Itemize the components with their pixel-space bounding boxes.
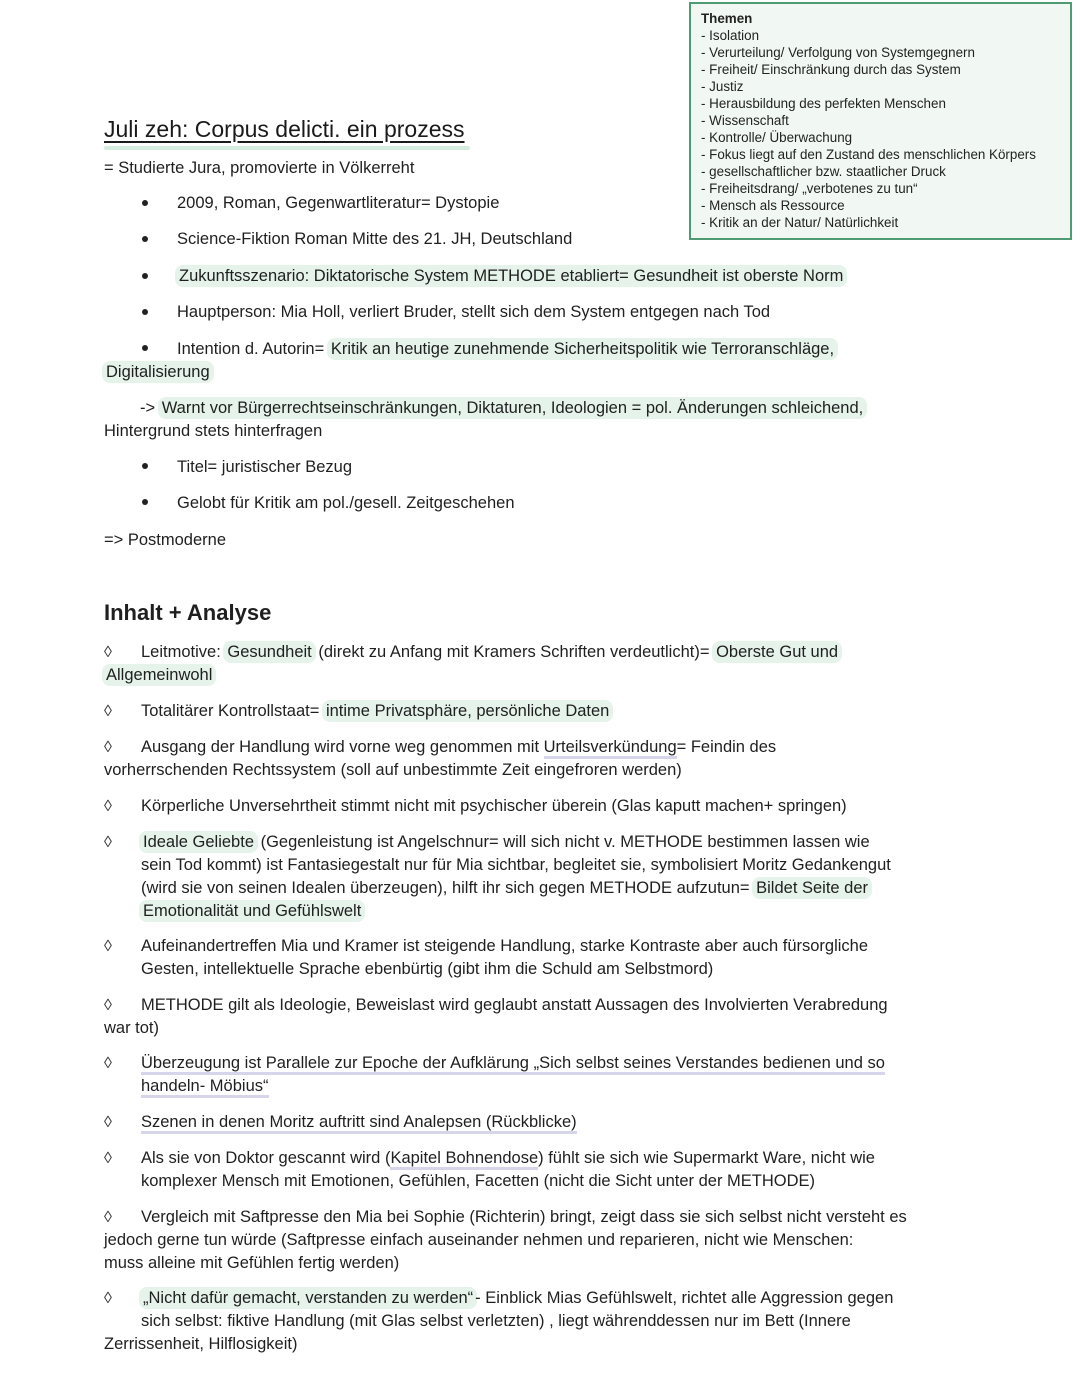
themes-item: - Herausbildung des perfekten Menschen <box>701 96 946 111</box>
text-line <box>141 900 363 923</box>
diamond-icon: ◊ <box>104 739 112 756</box>
themes-box <box>689 2 1072 240</box>
themes-item: - Mensch als Ressource <box>701 198 845 213</box>
bullet-dot <box>142 463 148 469</box>
highlighted-text: Warnt vor Bürgerrechtseinschränkungen, Diktaturen, Ideologien = pol. Änderungen schleichend, <box>161 399 864 417</box>
warning-line <box>140 397 865 420</box>
bullet-dot <box>142 200 148 206</box>
bullet-item <box>177 338 836 361</box>
bullet-dot <box>142 345 148 351</box>
highlighted-text: Kritik an heutige zunehmende Sicherheitspolitik wie Terroranschläge, <box>330 340 835 358</box>
themes-item: - Wissenschaft <box>701 113 789 128</box>
diamond-icon: ◊ <box>104 798 112 815</box>
themes-item: - Kritik an der Natur/ Natürlichkeit <box>701 215 899 230</box>
bullet-item <box>177 265 845 288</box>
bullet-item: Science-Fiktion Roman Mitte des 21. JH, Deutschland <box>177 230 573 248</box>
diamond-icon: ◊ <box>104 703 112 720</box>
text-segment: (direkt zu Anfang mit Kramers Schriften verdeutlicht)= <box>313 643 715 661</box>
highlighted-text: intime Privatsphäre, persönliche Daten <box>325 702 610 720</box>
diamond-icon: ◊ <box>104 1055 112 1072</box>
bullet-item: Titel= juristischer Bezug <box>177 458 352 476</box>
highlighted-text: „Nicht dafür gemacht, verstanden zu werden“ <box>143 1289 474 1307</box>
highlighted-text: Zukunftsszenario: Diktatorische System METHODE etabliert= Gesundheit ist oberste Norm <box>179 267 844 285</box>
diamond-icon: ◊ <box>104 644 112 661</box>
analysis-item <box>141 1111 577 1134</box>
analysis-item: METHODE gilt als Ideologie, Beweislast wird geglaubt anstatt Aussagen des Involvierten Verabredung <box>141 996 888 1014</box>
themes-item: - Kontrolle/ Überwachung <box>701 130 853 145</box>
bullet-dot <box>142 236 148 242</box>
text-line: muss alleine mit Gefühlen fertig werden) <box>104 1254 400 1272</box>
text-line: sich selbst: fiktive Handlung (mit Glas selbst verletzten) , liegt währenddessen nur im Bett (Innere <box>141 1312 851 1330</box>
themes-title: Themen <box>701 11 753 26</box>
text-line <box>141 877 870 900</box>
diamond-icon: ◊ <box>104 938 112 955</box>
themes-item: - Justiz <box>701 79 744 94</box>
analysis-item <box>141 1287 893 1310</box>
highlighted-text: Bildet Seite der <box>756 879 869 897</box>
themes-item: - Isolation <box>701 28 760 43</box>
highlighted-text: Allgemeinwohl <box>106 666 213 684</box>
themes-item: - Verurteilung/ Verfolgung von Systemgegnern <box>701 45 975 60</box>
conclusion: => Postmoderne <box>104 531 226 549</box>
diamond-icon: ◊ <box>104 1290 112 1307</box>
text-segment: Ausgang der Handlung wird vorne weg genommen mit <box>141 738 544 756</box>
text-segment: Als sie von Doktor gescannt wird ( <box>141 1149 391 1167</box>
themes-item: - gesellschaftlicher bzw. staatlicher Druck <box>701 164 946 179</box>
bullet-dot <box>142 273 148 279</box>
diamond-icon: ◊ <box>104 1150 112 1167</box>
highlighted-text: Ideale Geliebte <box>143 833 254 851</box>
underlined-text: Überzeugung ist Parallele zur Epoche der Aufklärung „Sich selbst seines Verstandes bedienen und so <box>141 1054 885 1075</box>
themes-item: - Fokus liegt auf den Zustand des menschlichen Körpers <box>701 147 1036 162</box>
analysis-item <box>141 1147 875 1170</box>
diamond-icon: ◊ <box>104 834 112 851</box>
diamond-icon: ◊ <box>104 1114 112 1131</box>
text-line: komplexer Mensch mit Emotionen, Gefühlen, Facetten (nicht die Sicht unter der METHODE) <box>141 1172 816 1190</box>
highlighted-text: Emotionalität und Gefühlswelt <box>143 902 362 920</box>
analysis-item <box>141 700 611 723</box>
text-line: vorherrschenden Rechtssystem (soll auf unbestimmte Zeit eingefroren werden) <box>104 761 682 779</box>
analysis-item <box>141 736 776 759</box>
themes-item: - Freiheitsdrang/ „verbotenes zu tun“ <box>701 181 918 196</box>
underlined-text: handeln- Möbius“ <box>141 1077 269 1098</box>
analysis-item: Vergleich mit Saftpresse den Mia bei Sophie (Richterin) bringt, zeigt dass sie sich selbst nicht versteht es <box>141 1208 907 1226</box>
analysis-item <box>141 831 870 854</box>
diamond-icon: ◊ <box>104 1209 112 1226</box>
text-line <box>104 664 214 687</box>
text-line: sein Tod kommt) ist Fantasiegestalt nur für Mia sichtbar, begleitet sie, symbolisiert Moritz Gedankengut <box>141 856 891 874</box>
text-line <box>141 1075 269 1098</box>
text-line: war tot) <box>104 1019 160 1037</box>
analysis-item <box>141 641 840 664</box>
analysis-item: Körperliche Unversehrtheit stimmt nicht mit psychischer überein (Glas kaputt machen+ springen) <box>141 797 847 815</box>
text-segment: Totalitärer Kontrollstaat= <box>141 702 324 720</box>
text-segment: -> <box>140 399 160 417</box>
highlighted-text: Oberste Gut und <box>716 643 839 661</box>
title-highlight <box>104 146 470 150</box>
bullet-dot <box>142 309 148 315</box>
page-title: Juli zeh: Corpus delicti. ein prozess <box>104 116 465 142</box>
text-line: Zerrissenheit, Hilflosigkeit) <box>104 1335 298 1353</box>
text-segment: (Gegenleistung ist Angelschnur= will sich nicht v. METHODE bestimmen lassen wie <box>256 833 870 851</box>
bullet-dot <box>142 499 148 505</box>
text-segment: = Feindin des <box>676 738 777 756</box>
author-bio: = Studierte Jura, promovierte in Völkerreht <box>104 159 415 177</box>
bullet-item: Gelobt für Kritik am pol./gesell. Zeitgeschehen <box>177 494 515 512</box>
underlined-text: Urteilsverkündung <box>544 738 677 759</box>
highlighted-text: Digitalisierung <box>106 363 210 381</box>
underlined-text: Szenen in denen Moritz auftritt sind Analepsen (Rückblicke) <box>141 1113 577 1134</box>
highlighted-text: Gesundheit <box>227 643 312 661</box>
text-segment: Leitmotive: <box>141 643 226 661</box>
text-line: Hintergrund stets hinterfragen <box>104 422 323 440</box>
diamond-icon: ◊ <box>104 997 112 1014</box>
text-line: Gesten, intellektuelle Sprache ebenbürtig (gibt ihm die Schuld am Selbstmord) <box>141 960 714 978</box>
bullet-item: Hauptperson: Mia Holl, verliert Bruder, stellt sich dem System entgegen nach Tod <box>177 303 771 321</box>
text-line <box>104 361 212 384</box>
analysis-item <box>141 1052 885 1075</box>
bullet-item: 2009, Roman, Gegenwartliteratur= Dystopie <box>177 194 500 212</box>
analysis-item: Aufeinandertreffen Mia und Kramer ist steigende Handlung, starke Kontraste aber auch fürsorgliche <box>141 937 869 955</box>
text-line: jedoch gerne tun würde (Saftpresse einfach auseinander nehmen und reparieren, nicht wie Menschen: <box>104 1231 854 1249</box>
text-segment: (wird sie von seinen Idealen überzeugen), hilft ihr sich gegen METHODE aufzutun= <box>141 879 755 897</box>
themes-item: - Freiheit/ Einschränkung durch das System <box>701 62 961 77</box>
text-segment: - Einblick Mias Gefühlswelt, richtet alle Aggression gegen <box>475 1289 894 1307</box>
text-segment: Intention d. Autorin= <box>177 340 329 358</box>
underlined-text: Kapitel Bohnendose <box>390 1149 538 1170</box>
text-segment: ) fühlt sie sich wie Supermarkt Ware, nicht wie <box>538 1149 875 1167</box>
section-title: Inhalt + Analyse <box>104 600 272 625</box>
